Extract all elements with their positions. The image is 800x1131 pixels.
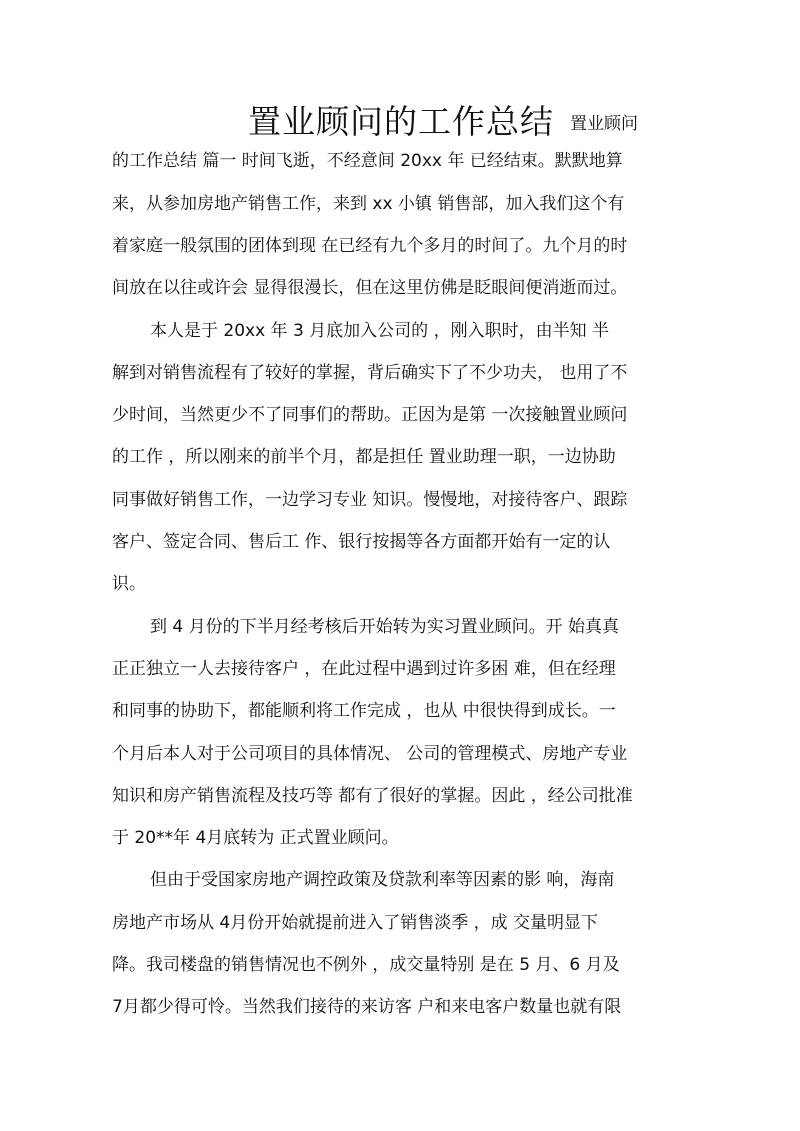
text-line: 同事做好销售工作，一边学习专业 知识。慢慢地，对接待客户、跟踪 [112, 490, 628, 510]
text-line: 的工作总结 篇一 时间飞逝，不经意间 20xx 年 已经结束。默默地算 [112, 151, 623, 171]
text-line: 但由于受国家房地产调控政策及贷款利率等因素的影 响，海南 [150, 870, 615, 890]
text-line: 间放在以往或许会 显得很漫长，但在这里仿佛是眨眼间便消逝而过。 [112, 278, 628, 298]
text-line: 识。 [112, 574, 146, 594]
text-line: 客户、签定合同、售后工 作、银行按揭等各方面都开始有一定的认 [112, 532, 611, 552]
text-line: 和同事的协助下，都能顺利将工作完成 ，也从 中很快得到成长。一 [112, 701, 616, 721]
title-tail-text: 置业顾问 [570, 114, 638, 134]
page-title: 置业顾问的工作总结 [248, 102, 554, 141]
text-line: 个月后本人对于公司项目的具体情况、 公司的管理模式、房地产专业 [112, 744, 628, 764]
text-line: 少时间，当然更少不了同事们的帮助。正因为是第 一次接触置业顾问 [112, 405, 628, 425]
text-line: 本人是于 20xx 年 3 月底加入公司的 ，刚入职时，由半知 半 [150, 321, 609, 341]
text-line: 解到对销售流程有了较好的掌握，背后确实下了不少功夫， 也用了不 [112, 363, 628, 383]
text-line: 知识和房产销售流程及技巧等 都有了很好的掌握。因此 ，经公司批准 [112, 786, 633, 806]
text-line: 到 4 月份的下半月经考核后开始转为实习置业顾问。开 始真真 [150, 617, 620, 637]
text-line: 来，从参加房地产销售工作，来到 xx 小镇 销售部，加入我们这个有 [112, 194, 625, 214]
title-line [248, 96, 638, 143]
text-line: 的工作 ，所以刚来的前半个月，都是担任 置业助理一职，一边协助 [112, 447, 616, 467]
text-line: 降。我司楼盘的销售情况也不例外 ，成交量特别 是在 5 月、6 月及 [112, 955, 620, 975]
text-line: 房地产市场从 4月份开始就提前进入了销售淡季 ，成 交量明显下 [112, 913, 599, 933]
text-line: 正正独立一人去接待客户 ，在此过程中遇到过许多困 难，但在经理 [112, 659, 616, 679]
text-line: 着家庭一般氛围的团体到现 在已经有九个多月的时间了。九个月的时 [112, 236, 628, 256]
text-line: 于 20**年 4月底转为 正式置业顾问。 [112, 828, 399, 848]
text-line: 7月都少得可怜。当然我们接待的来访客 户和来电客户数量也就有限 [112, 997, 622, 1017]
